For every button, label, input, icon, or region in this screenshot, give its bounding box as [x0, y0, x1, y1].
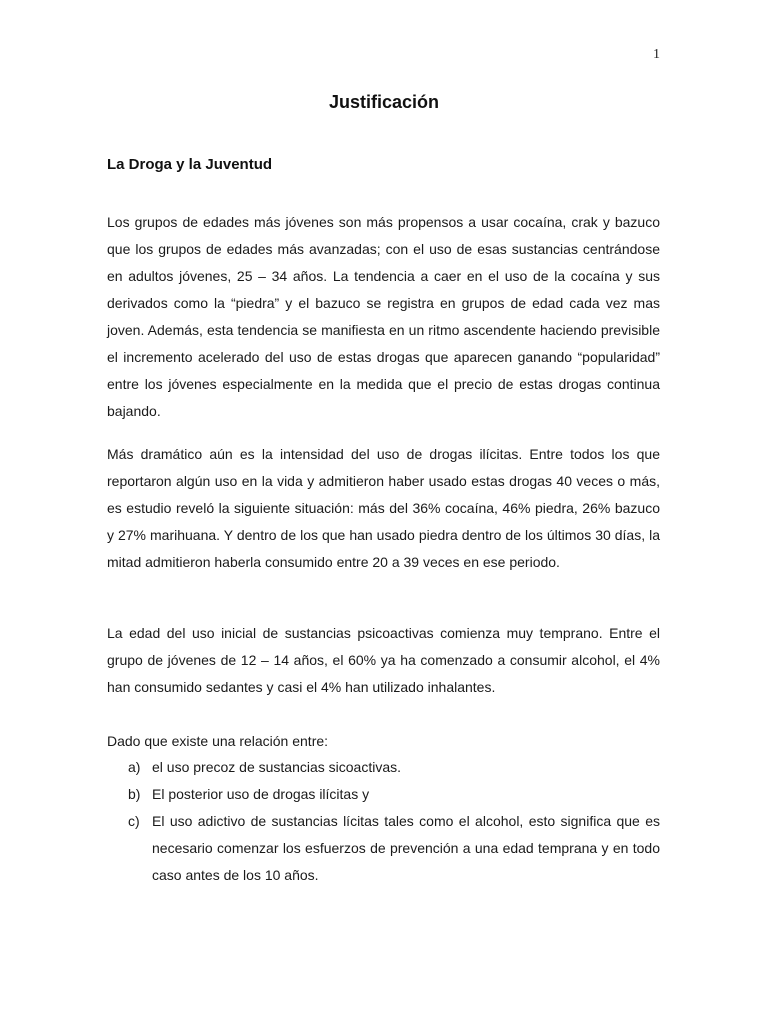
paragraph-3: La edad del uso inicial de sustancias psicoactivas comienza muy temprano. Entre el grupo de jóvenes de 12 – 14 años, el 60% ya ha comenzado a consumir alcohol, el 4% han consumido sedantes y casi el 4% han utilizado inhalantes. [107, 625, 660, 695]
list-item-text: el uso precoz de sustancias sicoactivas. [152, 759, 402, 775]
paragraph-4: Dado que existe una relación entre: [107, 733, 329, 749]
list-item [107, 808, 660, 889]
page-number: 1 [653, 47, 660, 62]
list-marker: a) [128, 759, 141, 775]
list-item-text: El uso adictivo de sustancias lícitas tales como el alcohol, esto significa que es necesario comenzar los esfuerzos de prevención a una edad temprana y en todo caso antes de los 10 años. [152, 813, 660, 883]
list-item-text: El posterior uso de drogas ilícitas y [152, 786, 370, 802]
relation-list [107, 754, 660, 889]
document-title: Justificación [328, 92, 440, 112]
list-item [107, 754, 660, 781]
list-item [107, 781, 660, 808]
list-marker: c) [128, 813, 140, 829]
paragraph-2: Más dramático aún es la intensidad del uso de drogas ilícitas. Entre todos los que reportaron algún uso en la vida y admitieron haber usado estas drogas 40 veces o más, es estudio reveló la siguiente situación: más del 36% cocaína, 46% piedra, 26% bazuco y 27% marihuana. Y dentro de los que han usado piedra dentro de los últimos 30 días, la mitad admitieron haberla consumido entre 20 a 39 veces en ese periodo. [107, 446, 660, 570]
list-marker: b) [128, 786, 141, 802]
paragraph-1: Los grupos de edades más jóvenes son más propensos a usar cocaína, crak y bazuco que los grupos de edades más avanzadas; con el uso de esas sustancias centrándose en adultos jóvenes, 25 – 34 años. La tendencia a caer en el uso de la cocaína y sus derivados como la “piedra” y el bazuco se registra en grupos de edad cada vez mas joven. Además, esta tendencia se manifiesta en un ritmo ascendente haciendo previsible el incremento acelerado del uso de estas drogas que aparecen ganando “popularidad” entre los jóvenes especialmente en la medida que el precio de estas drogas continua bajando. [107, 214, 660, 419]
section-heading: La Droga y la Juventud [107, 156, 273, 173]
